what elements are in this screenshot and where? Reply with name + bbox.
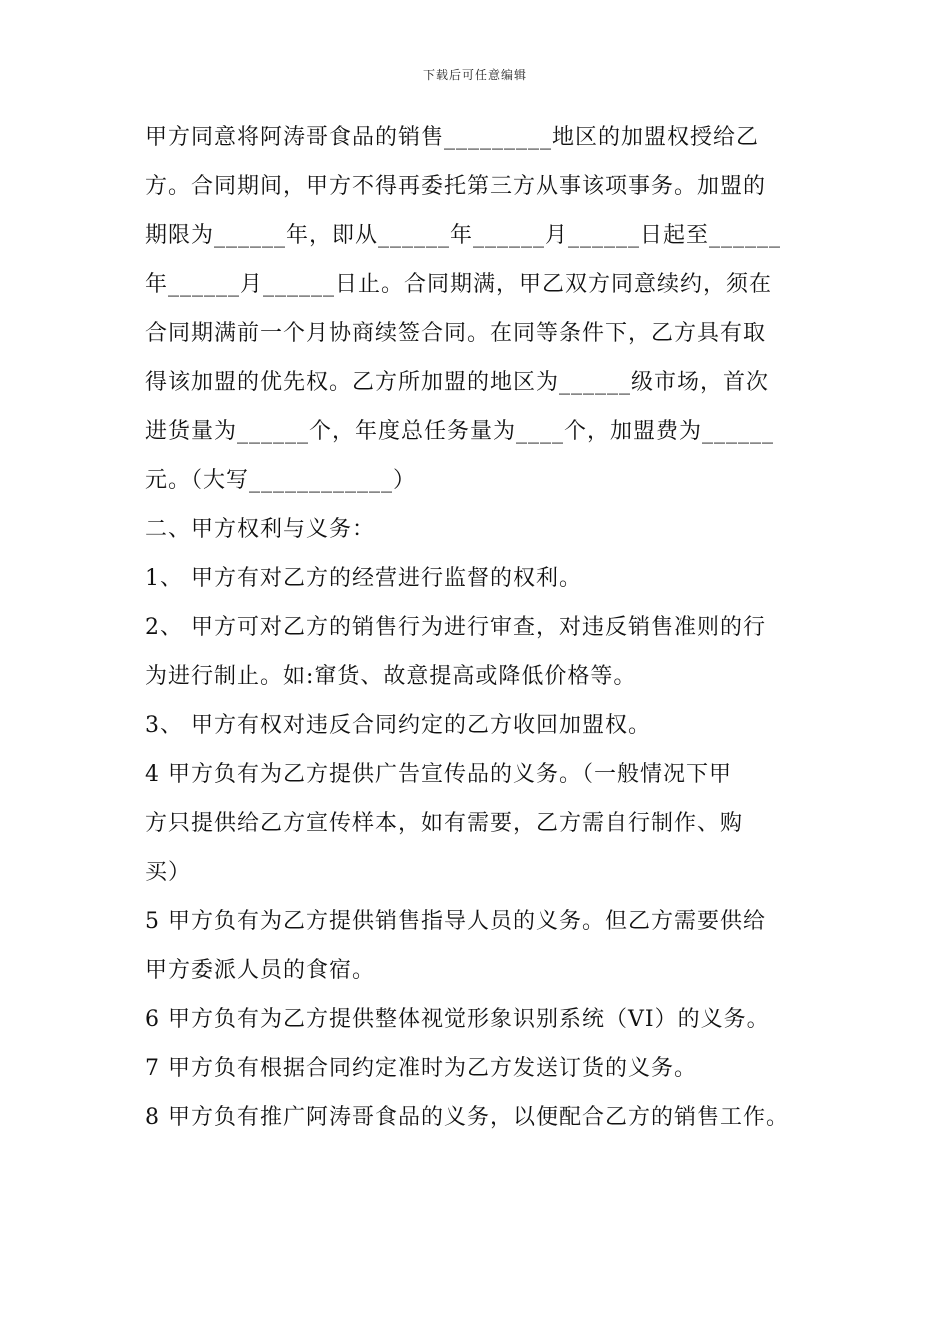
list-item-continued: 买） bbox=[145, 860, 192, 885]
list-item: 6 甲方负有为乙方提供整体视觉形象识别系统（VI）的义务。 bbox=[145, 1007, 770, 1032]
text-line: 期限为______年，即从______年______月______日起至______ bbox=[145, 223, 782, 248]
list-item: 2、 甲方可对乙方的销售行为进行审查，对违反销售准则的行 bbox=[145, 615, 766, 640]
list-item: 3、 甲方有权对违反合同约定的乙方收回加盟权。 bbox=[145, 713, 651, 738]
text-line: 合同期满前一个月协商续签合同。在同等条件下，乙方具有取 bbox=[145, 321, 767, 346]
list-item: 8 甲方负有推广阿涛哥食品的义务，以便配合乙方的销售工作。 bbox=[145, 1105, 789, 1130]
text-line: 方。合同期间，甲方不得再委托第三方从事该项事务。加盟的 bbox=[145, 174, 767, 199]
text-line: 得该加盟的优先权。乙方所加盟的地区为______级市场，首次 bbox=[145, 370, 770, 395]
section-heading: 二、甲方权利与义务： bbox=[145, 517, 376, 542]
text-line: 进货量为______个，年度总任务量为____个，加盟费为______ bbox=[145, 419, 775, 444]
document-body bbox=[145, 116, 815, 1145]
list-item-continued: 为进行制止。如:窜货、故意提高或降低价格等。 bbox=[145, 664, 637, 689]
list-item: 5 甲方负有为乙方提供销售指导人员的义务。但乙方需要供给 bbox=[145, 909, 766, 934]
list-item: 4 甲方负有为乙方提供广告宣传品的义务。（一般情况下甲 bbox=[145, 762, 732, 787]
text-line: 年______月______日止。合同期满，甲乙双方同意续约，须在 bbox=[145, 272, 773, 297]
list-item-continued: 甲方委派人员的食宿。 bbox=[145, 958, 376, 983]
text-line: 元。（大写____________） bbox=[145, 468, 417, 493]
list-item: 1、 甲方有对乙方的经营进行监督的权利。 bbox=[145, 566, 582, 591]
page-header-note: 下载后可任意编辑 bbox=[422, 68, 527, 82]
list-item: 7 甲方负有根据合同约定准时为乙方发送订货的义务。 bbox=[145, 1056, 697, 1081]
list-item-continued: 方只提供给乙方宣传样本，如有需要，乙方需自行制作、购 bbox=[145, 811, 744, 836]
text-line: 甲方同意将阿涛哥食品的销售_________地区的加盟权授给乙 bbox=[145, 125, 760, 150]
